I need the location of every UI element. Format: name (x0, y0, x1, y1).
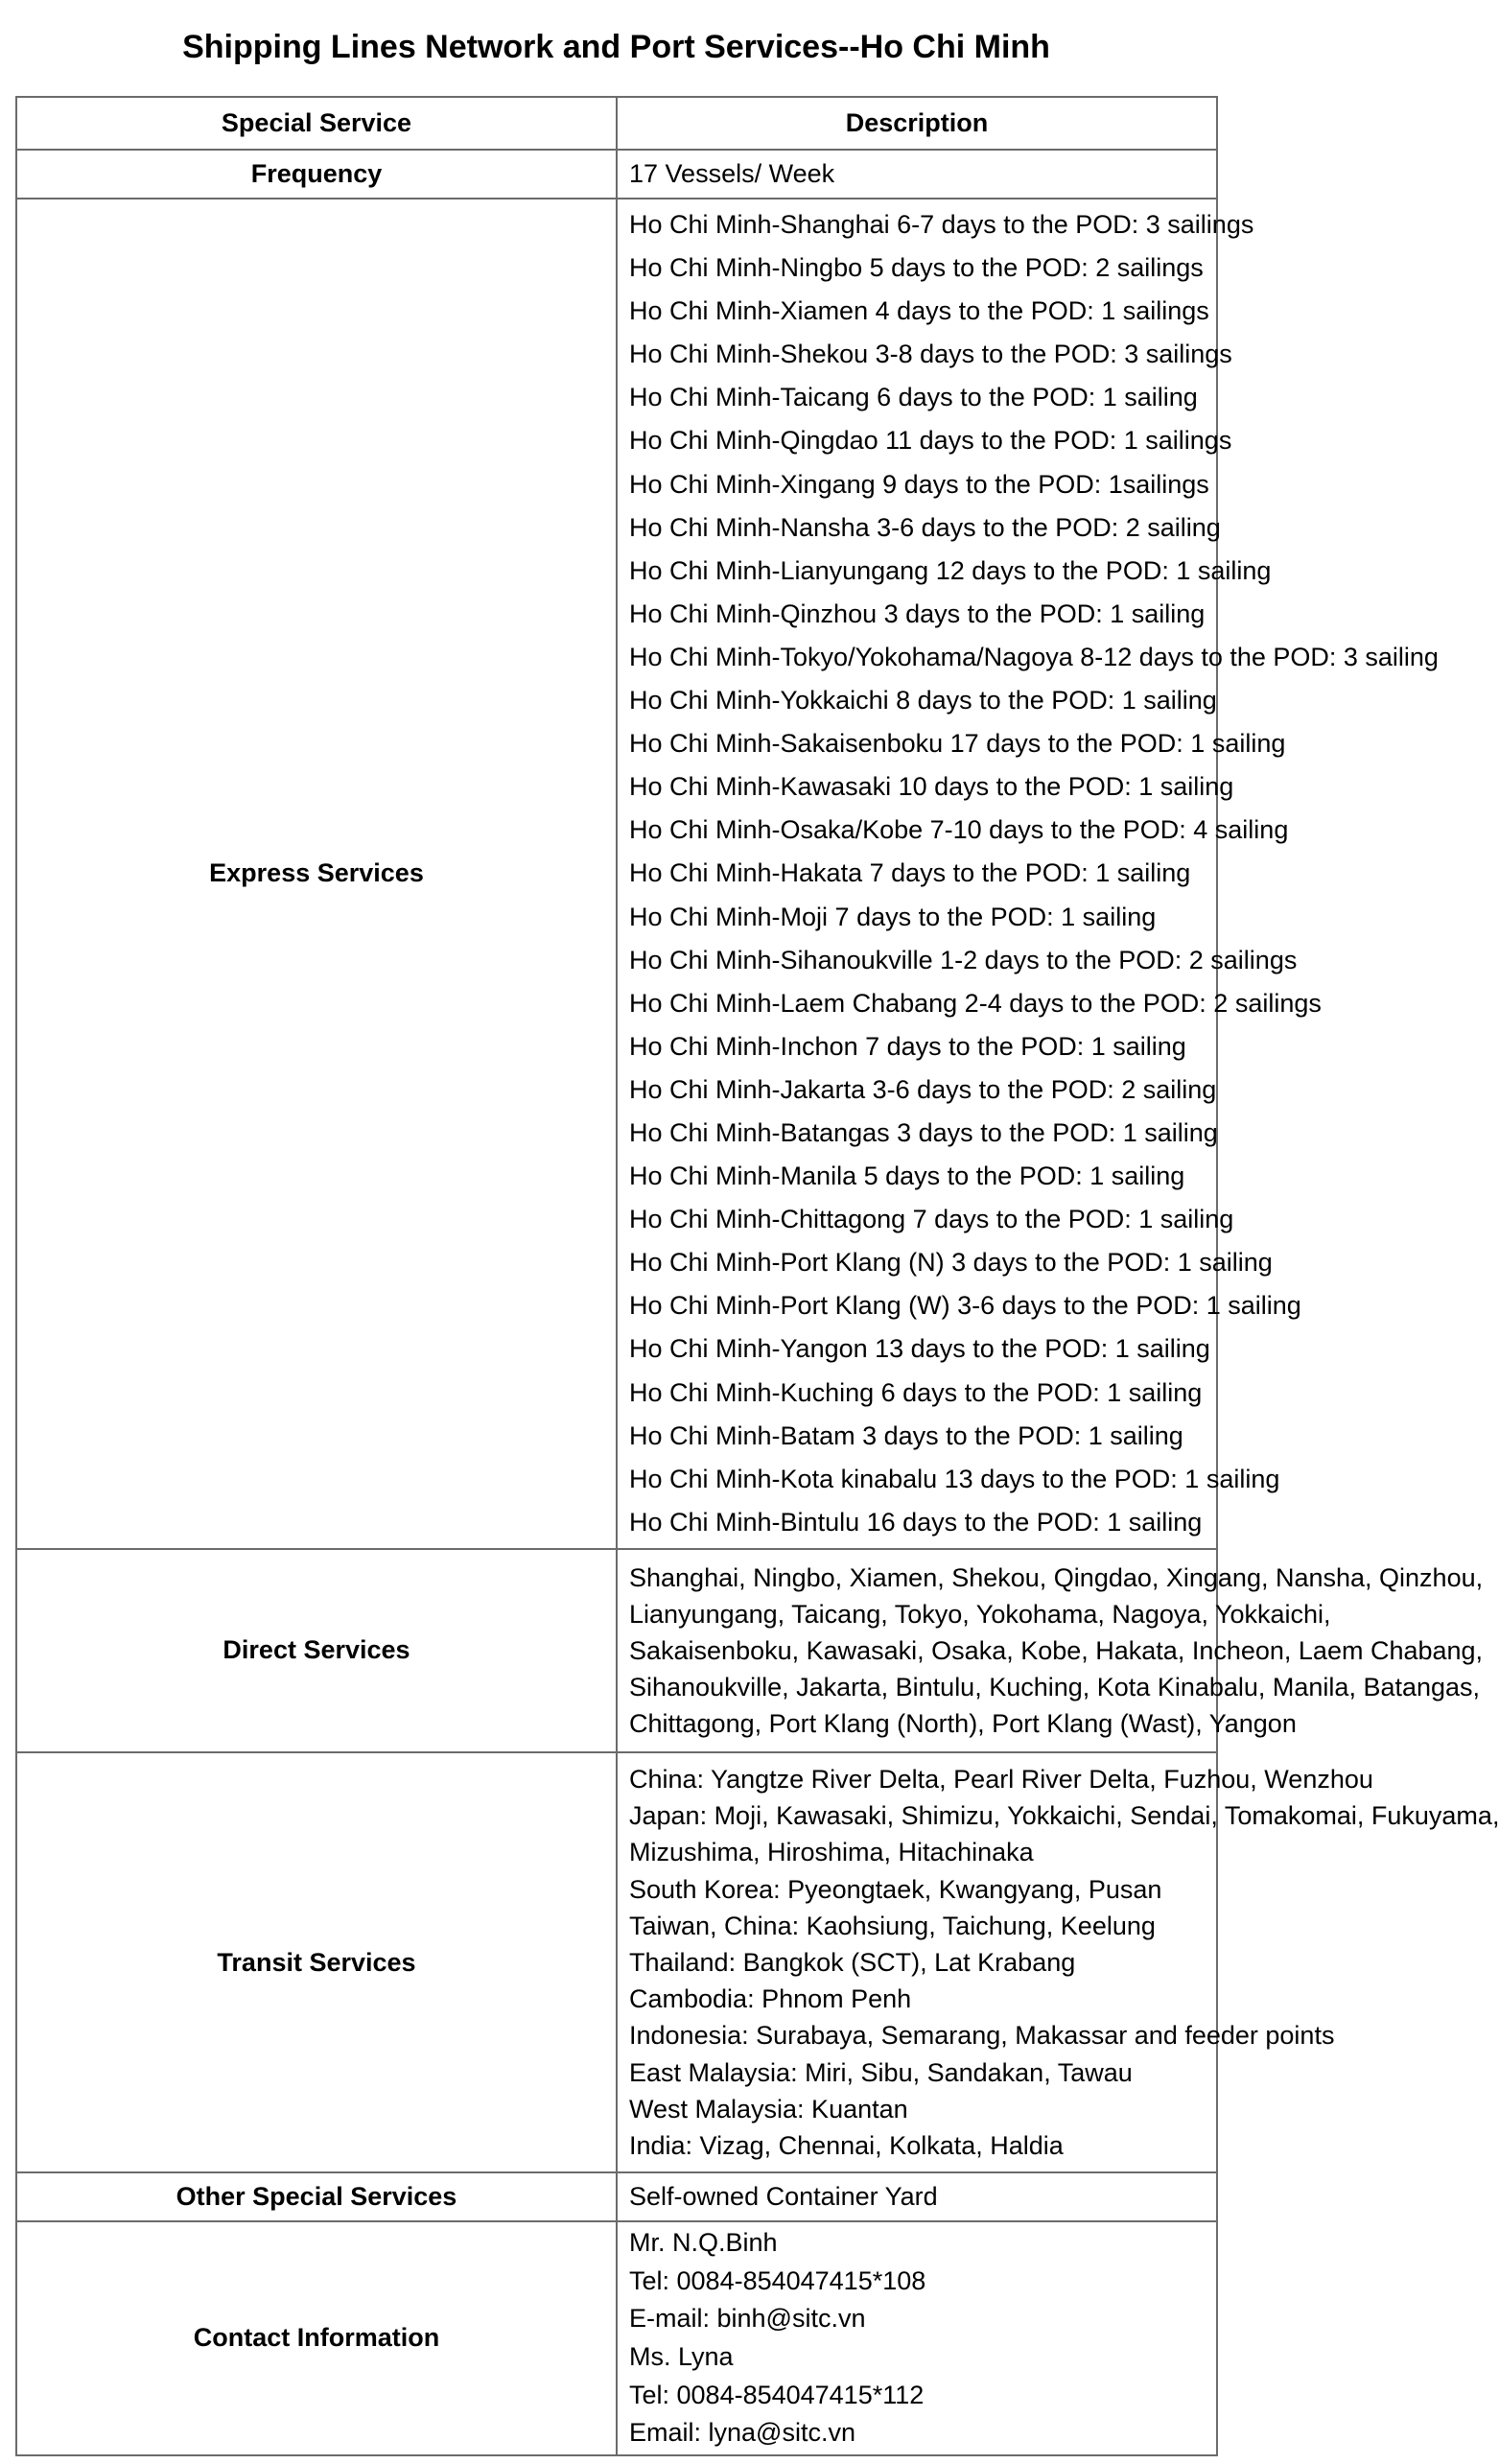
express-route: Ho Chi Minh-Moji 7 days to the POD: 1 sailing (629, 902, 1157, 931)
transit-region-line: South Korea: Pyeongtaek, Kwangyang, Pusan (629, 1874, 1162, 1904)
services-table (15, 96, 1499, 2456)
express-route: Ho Chi Minh-Jakarta 3-6 days to the POD: 2 sailing (629, 1074, 1217, 1104)
frequency-row (16, 150, 1217, 199)
transit-region-line: Mizushima, Hiroshima, Hitachinaka (629, 1838, 1034, 1867)
express-route: Ho Chi Minh-Qingdao 11 days to the POD: 1 sailings (629, 426, 1232, 456)
transit-services-list (617, 1752, 1499, 2172)
express-services-label: Express Services (16, 199, 617, 1549)
express-services-row (16, 199, 1217, 1549)
express-route: Ho Chi Minh-Tokyo/Yokohama/Nagoya 8-12 days to the POD: 3 sailing (629, 642, 1439, 671)
direct-ports-line: Sakaisenboku, Kawasaki, Osaka, Kobe, Hakata, Incheon, Laem Chabang, (629, 1635, 1484, 1665)
express-route: Ho Chi Minh-Laem Chabang 2-4 days to the POD: 2 sailings (629, 988, 1322, 1018)
express-route: Ho Chi Minh-Port Klang (W) 3-6 days to the POD: 1 sailing (629, 1291, 1301, 1321)
express-route: Ho Chi Minh-Bintulu 16 days to the POD: 1 sailing (629, 1507, 1203, 1537)
transit-region-line: India: Vizag, Chennai, Kolkata, Haldia (629, 2130, 1064, 2160)
direct-ports-line: Sihanoukville, Jakarta, Bintulu, Kuching, Kota Kinabalu, Manila, Batangas, (629, 1672, 1481, 1701)
contact-information-row (16, 2221, 1217, 2455)
direct-services-list (617, 1549, 1484, 1752)
header-special-service: Special Service (16, 97, 617, 150)
express-route: Ho Chi Minh-Sihanoukville 1-2 days to the POD: 2 sailings (629, 945, 1298, 974)
express-route: Ho Chi Minh-Ningbo 5 days to the POD: 2 sailings (629, 253, 1204, 283)
direct-ports-line: Shanghai, Ningbo, Xiamen, Shekou, Qingdao, Xingang, Nansha, Qinzhou, (629, 1562, 1484, 1592)
contact-line: E-mail: binh@sitc.vn (629, 2304, 866, 2334)
frequency-value: 17 Vessels/ Week (617, 150, 1217, 199)
express-route: Ho Chi Minh-Nansha 3-6 days to the POD: 2 sailing (629, 512, 1221, 542)
transit-region-line: Taiwan, China: Kaohsiung, Taichung, Keelung (629, 1911, 1156, 1940)
express-route: Ho Chi Minh-Batam 3 days to the POD: 1 sailing (629, 1420, 1183, 1450)
express-route: Ho Chi Minh-Kuching 6 days to the POD: 1 sailing (629, 1377, 1203, 1407)
transit-region-line: West Malaysia: Kuantan (629, 2094, 908, 2124)
transit-region-line: Indonesia: Surabaya, Semarang, Makassar and feeder points (629, 2021, 1335, 2051)
direct-ports-line: Chittagong, Port Klang (North), Port Klang (Wast), Yangon (629, 1708, 1297, 1738)
express-route: Ho Chi Minh-Xingang 9 days to the POD: 1sailings (629, 469, 1209, 499)
express-route: Ho Chi Minh-Port Klang (N) 3 days to the POD: 1 sailing (629, 1248, 1273, 1278)
express-route: Ho Chi Minh-Kawasaki 10 days to the POD: 1 sailing (629, 772, 1234, 802)
direct-ports-line: Lianyungang, Taicang, Tokyo, Yokohama, Nagoya, Yokkaichi, (629, 1599, 1331, 1629)
transit-services-label: Transit Services (16, 1752, 617, 2172)
frequency-label: Frequency (16, 150, 617, 199)
express-route: Ho Chi Minh-Xiamen 4 days to the POD: 1 sailings (629, 296, 1209, 326)
express-route: Ho Chi Minh-Sakaisenboku 17 days to the POD: 1 sailing (629, 729, 1286, 759)
express-route: Ho Chi Minh-Inchon 7 days to the POD: 1 sailing (629, 1031, 1186, 1061)
transit-region-line: Cambodia: Phnom Penh (629, 1984, 912, 2014)
contact-line: Ms. Lyna (629, 2341, 734, 2371)
other-services-row (16, 2172, 1217, 2221)
transit-region-line: Japan: Moji, Kawasaki, Shimizu, Yokkaichi, Sendai, Tomakomai, Fukuyama, (629, 1801, 1499, 1831)
transit-region-line: East Malaysia: Miri, Sibu, Sandakan, Tawau (629, 2057, 1133, 2087)
express-route: Ho Chi Minh-Hakata 7 days to the POD: 1 sailing (629, 858, 1191, 888)
express-route: Ho Chi Minh-Qinzhou 3 days to the POD: 1 sailing (629, 598, 1206, 628)
express-route: Ho Chi Minh-Shanghai 6-7 days to the POD: 3 sailings (629, 210, 1254, 239)
other-services-value: Self-owned Container Yard (617, 2172, 1217, 2221)
express-route: Ho Chi Minh-Chittagong 7 days to the POD: 1 sailing (629, 1205, 1234, 1234)
contact-line: Tel: 0084-854047415*112 (629, 2380, 925, 2409)
transit-services-row (16, 1752, 1217, 2172)
express-route: Ho Chi Minh-Osaka/Kobe 7-10 days to the POD: 4 sailing (629, 815, 1289, 845)
express-route: Ho Chi Minh-Manila 5 days to the POD: 1 sailing (629, 1162, 1185, 1191)
table-header-row (16, 97, 1217, 150)
contact-information-label: Contact Information (16, 2221, 617, 2455)
contact-line: Tel: 0084-854047415*108 (629, 2265, 926, 2295)
express-route: Ho Chi Minh-Taicang 6 days to the POD: 1 sailing (629, 383, 1198, 412)
page-title: Shipping Lines Network and Port Services--Ho Chi Minh (182, 29, 1050, 65)
transit-region-line: China: Yangtze River Delta, Pearl River Delta, Fuzhou, Wenzhou (629, 1764, 1373, 1794)
contact-information-list (617, 2221, 1217, 2455)
express-route: Ho Chi Minh-Kota kinabalu 13 days to the POD: 1 sailing (629, 1464, 1280, 1493)
direct-services-label: Direct Services (16, 1549, 617, 1752)
contact-line: Email: lyna@sitc.vn (629, 2418, 855, 2448)
other-services-label: Other Special Services (16, 2172, 617, 2221)
contact-line: Mr. N.Q.Binh (629, 2228, 778, 2258)
express-route: Ho Chi Minh-Lianyungang 12 days to the POD: 1 sailing (629, 555, 1272, 585)
express-route: Ho Chi Minh-Yokkaichi 8 days to the POD: 1 sailing (629, 686, 1217, 716)
express-route: Ho Chi Minh-Batangas 3 days to the POD: 1 sailing (629, 1117, 1218, 1147)
header-description: Description (617, 97, 1217, 150)
express-route: Ho Chi Minh-Yangon 13 days to the POD: 1 sailing (629, 1334, 1210, 1364)
direct-services-row (16, 1549, 1217, 1752)
express-route: Ho Chi Minh-Shekou 3-8 days to the POD: 3 sailings (629, 340, 1232, 369)
transit-region-line: Thailand: Bangkok (SCT), Lat Krabang (629, 1947, 1076, 1977)
express-services-list (617, 199, 1439, 1549)
